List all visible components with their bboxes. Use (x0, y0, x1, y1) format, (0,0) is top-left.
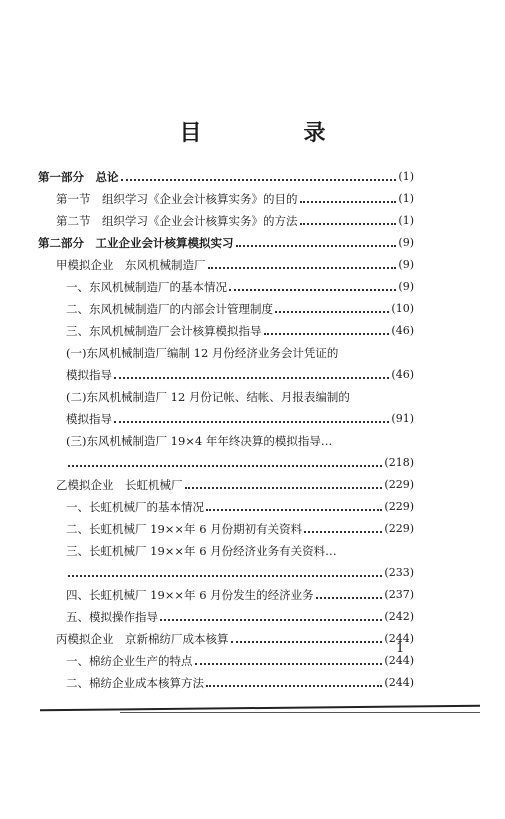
toc-entry-label: (三)东风机械制造厂 19×4 年年终决算的模拟指导… (66, 434, 333, 448)
toc-entry-page: (91) (391, 412, 414, 425)
toc-entry (66, 670, 414, 690)
toc-entry (56, 252, 414, 272)
leader-dots (236, 245, 397, 247)
toc-entry-label: 第一节 组织学习《企业会计核算实务》的目的 (56, 192, 298, 206)
toc-entry (66, 384, 414, 404)
leader-dots (208, 267, 397, 269)
toc-entry (66, 604, 414, 624)
toc-entry-label: 一、东风机械制造厂的基本情况 (66, 280, 227, 294)
toc-entry-page: (237) (384, 588, 414, 601)
toc-entry-label: 二、长虹机械厂 19××年 6 月份期初有关资料 (66, 522, 303, 536)
toc-entry-label: 四、长虹机械厂 19××年 6 月份发生的经济业务 (66, 588, 314, 602)
toc-entry-label: 五、模拟操作指导 (66, 610, 158, 624)
toc-entry-page: (244) (384, 632, 414, 645)
toc-entry-label: 一、长虹机械厂的基本情况 (66, 500, 204, 514)
toc-entry-page: (229) (384, 522, 414, 535)
toc-entry-page: (1) (398, 214, 414, 227)
toc-entry-label: 丙模拟企业 京新棉纺厂成本核算 (56, 632, 229, 646)
leader-dots (68, 575, 382, 577)
leader-dots (206, 685, 382, 687)
toc-entry (66, 494, 414, 514)
leader-dots (316, 597, 383, 599)
leader-dots (185, 487, 383, 489)
toc-entry-page: (1) (398, 192, 414, 205)
toc-entry (56, 208, 414, 228)
toc-entry-label: (二)东风机械制造厂 12 月份记帐、结帐、月报表编制的 (66, 390, 350, 404)
page-number: 1 (396, 641, 405, 656)
toc-entry (66, 560, 414, 580)
toc-entry-page: (218) (384, 456, 414, 469)
leader-dots (160, 619, 382, 621)
toc-entry-page: (233) (384, 566, 414, 579)
toc-entry-label: 模拟指导 (66, 412, 112, 426)
toc-entry (56, 186, 414, 206)
toc-entry-page: (244) (384, 654, 414, 667)
toc-entry-label: 三、长虹机械厂 19××年 6 月份经济业务有关资料… (66, 544, 337, 558)
leader-dots (195, 663, 383, 665)
toc-entry-label: 二、东风机械制造厂的内部会计管理制度 (66, 302, 273, 316)
toc-entry-page: (9) (398, 236, 414, 249)
toc-entry (66, 428, 414, 448)
toc-entry (66, 538, 414, 558)
toc-entry-label: 甲模拟企业 东风机械制造厂 (56, 258, 206, 272)
toc-entry-page: (229) (384, 500, 414, 513)
toc-entry-page: (10) (391, 302, 414, 315)
leader-dots (275, 311, 389, 313)
leader-dots (231, 641, 383, 643)
toc-entry-label: 第二节 组织学习《企业会计核算实务》的方法 (56, 214, 298, 228)
toc-entry (66, 406, 414, 426)
toc-entry-label: 第一部分 总论 (38, 170, 119, 184)
toc-entry-label: 三、东风机械制造厂会计核算模拟指导 (66, 324, 262, 338)
toc-entry-page: (242) (384, 610, 414, 623)
leader-dots (304, 531, 382, 533)
toc-entry (66, 648, 414, 668)
leader-dots (300, 223, 397, 225)
toc-entry (66, 450, 414, 470)
toc-entry (66, 274, 414, 294)
leader-dots (114, 421, 389, 423)
toc-entry-label: 二、棉纺企业成本核算方法 (66, 676, 204, 690)
toc-entry (56, 626, 414, 646)
leader-dots (300, 201, 397, 203)
toc-entry-label: 模拟指导 (66, 368, 112, 382)
toc-entry (66, 340, 414, 360)
leader-dots (229, 289, 396, 291)
toc-entry (66, 516, 414, 536)
toc-entry-page: (244) (384, 676, 414, 689)
toc-entry (66, 362, 414, 382)
toc-entry (38, 230, 414, 250)
toc-entry-page: (1) (398, 170, 414, 183)
toc-entry-label: (一)东风机械制造厂编制 12 月份经济业务会计凭证的 (66, 346, 339, 360)
toc-entry (66, 318, 414, 338)
scan-rule-line (120, 712, 480, 713)
leader-dots (114, 377, 389, 379)
leader-dots (68, 465, 382, 467)
leader-dots (206, 509, 382, 511)
toc-entry-page: (229) (384, 478, 414, 491)
toc-entry-label: 第二部分 工业企业会计核算模拟实习 (38, 236, 234, 250)
page-title: 目 录 (179, 121, 366, 146)
toc-entry-page: (9) (398, 280, 414, 293)
toc-entry-label: 乙模拟企业 长虹机械厂 (56, 478, 183, 492)
toc-entry (56, 472, 414, 492)
toc-entry (66, 296, 414, 316)
toc-entry-page: (9) (398, 258, 414, 271)
toc-entry-page: (46) (391, 324, 414, 337)
toc-entry (38, 164, 414, 184)
toc-entry (66, 582, 414, 602)
leader-dots (121, 179, 397, 181)
toc-entry-label: 一、棉纺企业生产的特点 (66, 654, 193, 668)
leader-dots (264, 333, 390, 335)
scan-rule-line (40, 705, 480, 712)
toc-entry-page: (46) (391, 368, 414, 381)
